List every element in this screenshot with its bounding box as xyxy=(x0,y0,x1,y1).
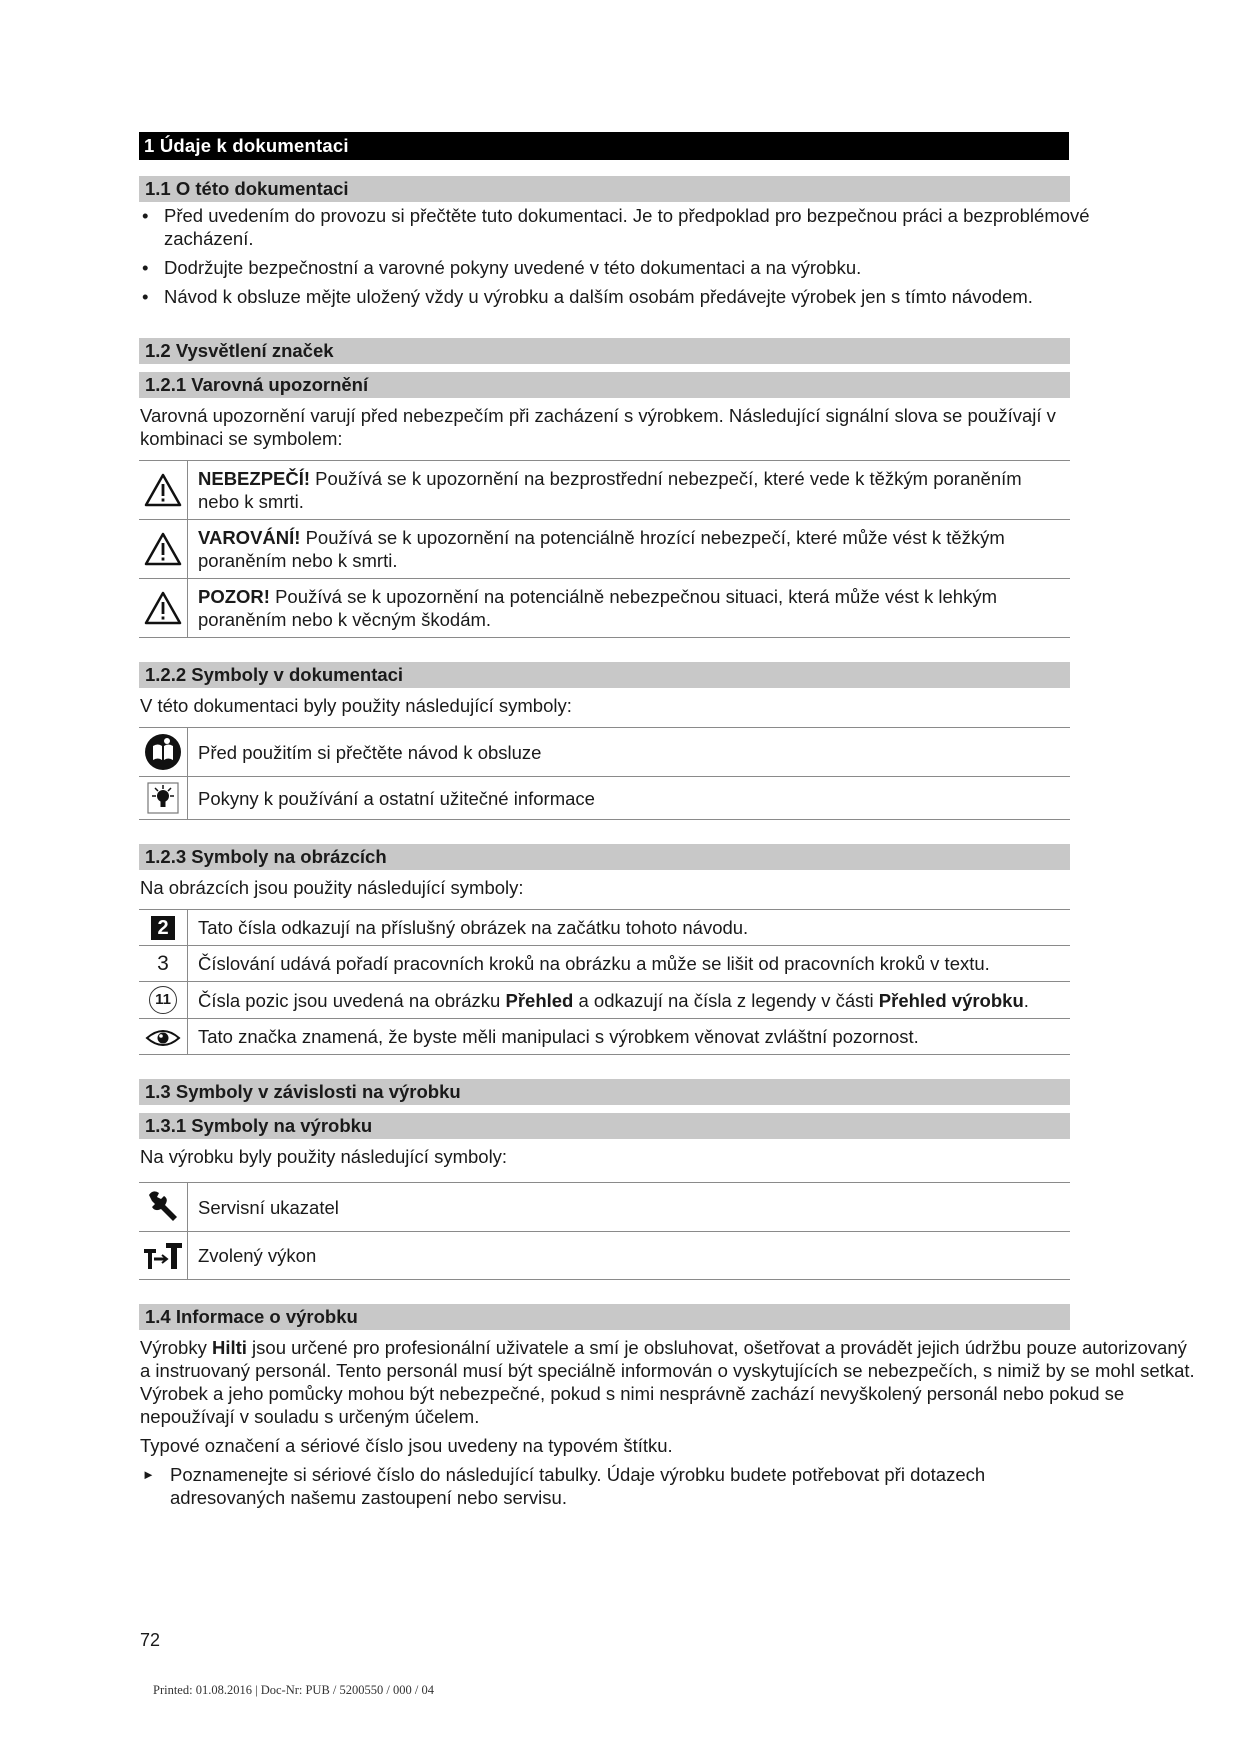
table-row: POZOR! Používá se k upozornění na potenciálně nebezpečnou situaci, která může vést k lehkým poraněním nebo k věcným škodám. xyxy=(139,579,1070,638)
table-row: VAROVÁNÍ! Používá se k upozornění na potenciálně hrozící nebezpečí, které může vést k těžkým poraněním nebo k smrti. xyxy=(139,520,1070,579)
step-number-icon: 3 xyxy=(157,952,169,975)
brand-name: Hilti xyxy=(211,1337,247,1358)
doc-symbols-intro: V této dokumentaci byly použity následující symboly: xyxy=(140,695,572,716)
table-row: NEBEZPEČÍ! Používá se k upozornění na bezprostřední nebezpečí, které vede k těžkým poraněním nebo k smrti. xyxy=(139,461,1070,520)
warnings-intro: Varovná upozornění varují před nebezpečím při zacházení s výrobkem. Následující signální slova se používají v kombinaci se symbolem: xyxy=(140,405,1056,449)
figure-symbols-intro: Na obrázcích jsou použity následující symboly: xyxy=(140,877,524,898)
product-symbols-intro: Na výrobku byly použity následující symboly: xyxy=(140,1146,508,1167)
warnings-table xyxy=(139,460,1070,638)
section-heading-1: 1 Údaje k dokumentaci xyxy=(139,132,1069,160)
read-manual-icon xyxy=(143,732,183,772)
print-info: Printed: 01.08.2016 | Doc-Nr: PUB / 5200550 / 000 / 04 xyxy=(153,1683,434,1697)
manual-page xyxy=(140,132,1195,1509)
info-lightbulb-icon xyxy=(146,781,180,815)
figure-symbols-table xyxy=(139,909,1070,1055)
section-heading-1-2-2: 1.2.2 Symboly v dokumentaci xyxy=(139,662,1070,688)
signal-word: POZOR! xyxy=(198,586,270,607)
list-item: • Před uvedením do provozu si přečtěte tuto dokumentaci. Je to předpoklad pro bezpečnou práci a bezproblémové zacházení. xyxy=(142,205,1090,249)
table-row: Pokyny k používání a ostatní užitečné informace xyxy=(139,777,1070,820)
page-number: 72 xyxy=(140,1630,161,1650)
product-symbols-table xyxy=(139,1182,1070,1280)
table-row: Před použitím si přečtěte návod k obsluze xyxy=(139,728,1070,777)
section-heading-1-4: 1.4 Informace o výrobku xyxy=(139,1304,1070,1330)
attention-eye-icon xyxy=(145,1027,181,1049)
table-row: Zvolený výkon xyxy=(139,1232,1070,1280)
position-number-icon: 11 xyxy=(149,986,177,1014)
table-row: Servisní ukazatel xyxy=(139,1183,1070,1232)
warning-triangle-icon xyxy=(144,532,182,566)
instruction-step: ► Poznamenejte si sériové číslo do následující tabulky. Údaje výrobku budete potřebovat při dotazech adresovaných našemu zastoupení nebo servisu. xyxy=(142,1464,986,1508)
table-row: 2 Tato čísla odkazují na příslušný obrázek na začátku tohoto návodu. xyxy=(139,910,1070,946)
signal-word: NEBEZPEČÍ! xyxy=(198,468,311,489)
product-info-paragraph: Výrobky Hilti jsou určené pro profesionální uživatele a smí je obsluhovat, ošetřovat a provádět jejich údržbu pouze autorizovaný a instruovaný personál. Tento personál musí být speciálně informován o vyskytujících se nebezpečích, s nimiž by se mohl setkat. Výrobek a jeho pomůcky mohou být nebezpečné, pokud s nimi nesprávně zachází nevyškolený personál nebo pokud se nepoužívají v souladu s určeným účelem. xyxy=(140,1337,1195,1427)
warning-triangle-icon xyxy=(144,591,182,625)
list-item: • Návod k obsluze mějte uložený vždy u výrobku a dalším osobám předávejte výrobek jen s tímto návodem. xyxy=(142,286,1033,307)
section-heading-1-2-1: 1.2.1 Varovná upozornění xyxy=(139,372,1070,398)
table-row: 11 Čísla pozic jsou uvedená na obrázku Přehled a odkazují na čísla z legendy v části Přehled výrobku. xyxy=(139,982,1070,1019)
section-heading-1-3: 1.3 Symboly v závislosti na výrobku xyxy=(139,1079,1070,1105)
about-document-list xyxy=(140,204,1140,308)
list-item: • Dodržujte bezpečnostní a varovné pokyny uvedené v této dokumentaci a na výrobku. xyxy=(142,257,862,278)
signal-word: VAROVÁNÍ! xyxy=(198,527,301,548)
table-row: Tato značka znamená, že byste měli manipulaci s výrobkem věnovat zvláštní pozornost. xyxy=(139,1019,1070,1055)
power-selection-icon xyxy=(142,1239,184,1273)
section-heading-1-2: 1.2 Vysvětlení značek xyxy=(139,338,1070,364)
figure-number-icon: 2 xyxy=(151,916,175,940)
type-plate-paragraph: Typové označení a sériové číslo jsou uvedeny na typovém štítku. xyxy=(140,1435,673,1456)
arrow-right-icon: ► xyxy=(142,1467,155,1482)
warning-triangle-icon xyxy=(144,473,182,507)
section-heading-1-1: 1.1 O této dokumentaci xyxy=(139,176,1070,202)
wrench-icon xyxy=(143,1187,183,1227)
table-row: 3 Číslování udává pořadí pracovních kroků na obrázku a může se lišit od pracovních kroků v textu. xyxy=(139,946,1070,982)
section-heading-1-3-1: 1.3.1 Symboly na výrobku xyxy=(139,1113,1070,1139)
section-heading-1-2-3: 1.2.3 Symboly na obrázcích xyxy=(139,844,1070,870)
doc-symbols-table xyxy=(139,727,1070,820)
